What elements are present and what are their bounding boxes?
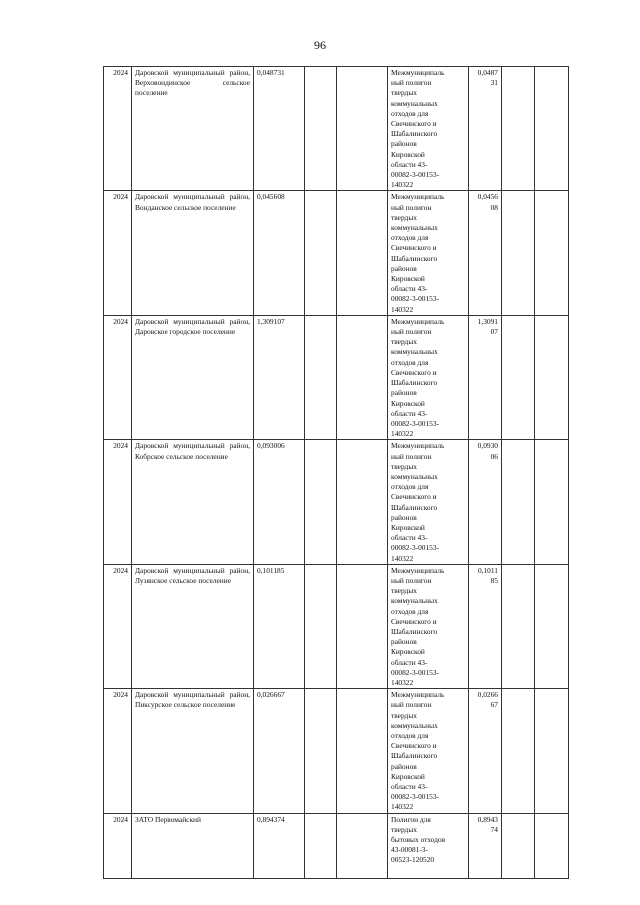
year-cell: 2024: [104, 689, 132, 813]
facility-line: Межмуниципаль: [391, 192, 445, 202]
facility-line: отходов для: [391, 731, 429, 740]
year-cell: 2024: [104, 813, 132, 878]
year-cell: 2024: [104, 440, 132, 564]
facility-line: коммунальных: [391, 471, 438, 481]
facility-line: 00082-3-00153-: [391, 170, 440, 180]
facility-line: 00082-3-00153-: [391, 294, 440, 304]
table-row: [104, 191, 569, 315]
value-cell: [469, 564, 502, 688]
year-cell: 2024: [104, 564, 132, 688]
facility-line: отходов для: [391, 606, 429, 616]
facility-line: коммунальных: [391, 347, 438, 357]
value-cell: [469, 191, 502, 315]
empty-cell: [305, 315, 337, 439]
empty-cell: [337, 67, 388, 191]
facility-line: области 43-: [391, 657, 428, 667]
facility-line: твердых: [391, 212, 417, 222]
facility-line: твердых: [391, 824, 417, 834]
empty-cell: [535, 564, 569, 688]
facility-line: ный полигон: [391, 202, 432, 212]
empty-cell: [535, 689, 569, 813]
facility-line: 00082-3-00153-: [391, 543, 440, 553]
facility-line: Шабалинского: [391, 253, 438, 263]
facility-line: области 43-: [391, 533, 428, 543]
value-line: 85: [490, 575, 498, 585]
facility-line: области 43-: [391, 782, 428, 792]
empty-cell: [502, 67, 535, 191]
facility-line: Свечинского и: [391, 741, 437, 751]
facility-line: Шабалинского: [391, 129, 438, 139]
empty-cell: [502, 564, 535, 688]
facility-line: Свечинского и: [391, 492, 437, 502]
facility-line: Межмуниципаль: [391, 441, 445, 451]
facility-line: 00082-3-00153-: [391, 792, 440, 802]
value-cell: [469, 689, 502, 813]
facility-line: 00082-3-00153-: [391, 418, 440, 428]
municipality-cell: Даровской муниципальный район, Лузянское сельское поселение: [132, 564, 254, 688]
empty-cell: [502, 440, 535, 564]
table-row: [104, 564, 569, 688]
value-line: 0,0487: [477, 68, 498, 77]
facility-line: области 43-: [391, 159, 428, 169]
facility-line: Кировской: [391, 149, 425, 159]
empty-cell: [337, 315, 388, 439]
facility-line: 140322: [391, 429, 414, 439]
municipality-cell: Даровской муниципальный район, Верховондинское сельское поселение: [132, 67, 254, 191]
value-cell: [469, 440, 502, 564]
value-line: 0,0456: [477, 192, 498, 202]
facility-line: Шабалинского: [391, 378, 438, 388]
facility-line: коммунальных: [391, 720, 438, 730]
empty-cell: [535, 315, 569, 439]
amount-cell: 0,045608: [254, 191, 305, 315]
value-line: 74: [490, 824, 498, 834]
value-line: 31: [490, 78, 498, 88]
facility-line: Межмуниципаль: [391, 316, 445, 326]
facility-line: коммунальных: [391, 596, 438, 606]
amount-cell: 1,309107: [254, 315, 305, 439]
amount-cell: 0,048731: [254, 67, 305, 191]
empty-cell: [337, 440, 388, 564]
facility-line: районов: [391, 388, 417, 398]
facility-line: ный полигон: [391, 327, 432, 337]
empty-cell: [305, 191, 337, 315]
value-line: 08: [490, 202, 498, 212]
facility-line: ный полигон: [391, 700, 432, 710]
facility-line: Полигон для: [391, 814, 431, 824]
facility-line: 00082-3-00153-: [391, 667, 440, 677]
table-row: [104, 813, 569, 878]
municipality-cell: Даровской муниципальный район, Вонданское сельское поселение: [132, 191, 254, 315]
facility-line: 140322: [391, 180, 414, 190]
facility-cell: [388, 315, 469, 439]
facility-line: 140322: [391, 677, 414, 687]
empty-cell: [305, 440, 337, 564]
facility-line: Кировской: [391, 647, 425, 657]
facility-line: Свечинского и: [391, 616, 437, 626]
year-cell: 2024: [104, 315, 132, 439]
page-number: 96: [314, 38, 326, 52]
facility-line: Шабалинского: [391, 626, 438, 636]
facility-line: отходов для: [391, 482, 429, 492]
facility-line: твердых: [391, 88, 417, 98]
facility-line: районов: [391, 263, 417, 273]
year-cell: 2024: [104, 67, 132, 191]
empty-cell: [305, 689, 337, 813]
value-line: 0,0930: [477, 441, 498, 451]
table-row: [104, 689, 569, 813]
amount-cell: 0,026667: [254, 689, 305, 813]
municipality-cell: Даровской муниципальный район, Пиксурское сельское поселение: [132, 689, 254, 813]
municipality-cell: Даровской муниципальный район, Даровское городское поселение: [132, 315, 254, 439]
value-line: 1,3091: [477, 316, 498, 326]
facility-line: 140322: [391, 304, 414, 314]
facility-line: районов: [391, 139, 417, 149]
empty-cell: [535, 191, 569, 315]
facility-line: Кировской: [391, 771, 425, 781]
empty-cell: [337, 564, 388, 688]
facility-line: Межмуниципаль: [391, 565, 445, 575]
value-line: 07: [490, 327, 498, 337]
empty-cell: [337, 191, 388, 315]
empty-cell: [502, 191, 535, 315]
facility-line: твердых: [391, 586, 417, 596]
facility-line: Кировской: [391, 398, 425, 408]
empty-cell: [305, 813, 337, 878]
facility-line: коммунальных: [391, 98, 438, 108]
empty-cell: [535, 67, 569, 191]
facility-line: 43-00081-3-: [391, 845, 428, 855]
empty-cell: [502, 689, 535, 813]
value-line: 0,8943: [477, 814, 498, 824]
facility-line: отходов для: [391, 357, 429, 367]
empty-cell: [337, 813, 388, 878]
year-cell: 2024: [104, 191, 132, 315]
facility-line: твердых: [391, 461, 417, 471]
facility-line: Кировской: [391, 274, 425, 284]
empty-cell: [502, 315, 535, 439]
facility-line: Свечинского и: [391, 243, 437, 253]
facility-line: коммунальных: [391, 223, 438, 233]
value-line: 0,0266: [477, 690, 498, 700]
empty-cell: [502, 813, 535, 878]
facility-line: Свечинского и: [391, 119, 437, 129]
facility-line: районов: [391, 637, 417, 647]
table-row: [104, 67, 569, 191]
facility-line: 140322: [391, 553, 414, 563]
facility-line: твердых: [391, 710, 417, 720]
facility-line: районов: [391, 761, 417, 771]
facility-line: Шабалинского: [391, 502, 438, 512]
facility-line: Шабалинского: [391, 751, 438, 761]
data-table: [103, 66, 569, 879]
facility-cell: [388, 813, 469, 878]
value-line: 67: [490, 700, 498, 710]
value-line: 06: [490, 451, 498, 461]
empty-cell: [305, 564, 337, 688]
facility-cell: [388, 67, 469, 191]
municipality-cell: ЗАТО Первомайский: [132, 813, 254, 878]
municipality-cell: Даровской муниципальный район, Кобрское сельское поселение: [132, 440, 254, 564]
facility-line: бытовых отходов: [391, 835, 446, 845]
amount-cell: 0,093006: [254, 440, 305, 564]
facility-line: 140322: [391, 802, 414, 812]
value-cell: [469, 315, 502, 439]
amount-cell: 0,101185: [254, 564, 305, 688]
facility-line: районов: [391, 512, 417, 522]
empty-cell: [337, 689, 388, 813]
facility-line: ный полигон: [391, 78, 432, 88]
facility-cell: [388, 689, 469, 813]
facility-line: области 43-: [391, 284, 428, 294]
facility-line: области 43-: [391, 408, 428, 418]
empty-cell: [535, 440, 569, 564]
facility-line: Межмуниципаль: [391, 68, 445, 77]
facility-line: твердых: [391, 337, 417, 347]
value-line: 0,1011: [477, 565, 498, 575]
facility-line: ный полигон: [391, 451, 432, 461]
facility-line: ный полигон: [391, 575, 432, 585]
amount-cell: 0,894374: [254, 813, 305, 878]
value-cell: [469, 67, 502, 191]
empty-cell: [535, 813, 569, 878]
facility-line: отходов для: [391, 233, 429, 243]
value-cell: [469, 813, 502, 878]
facility-cell: [388, 191, 469, 315]
empty-cell: [305, 67, 337, 191]
facility-line: Свечинского и: [391, 367, 437, 377]
facility-line: отходов для: [391, 108, 429, 118]
facility-line: Межмуниципаль: [391, 690, 445, 700]
facility-line: 00523-120520: [391, 855, 435, 865]
table-row: [104, 440, 569, 564]
facility-cell: [388, 564, 469, 688]
facility-cell: [388, 440, 469, 564]
facility-line: Кировской: [391, 522, 425, 532]
table-row: [104, 315, 569, 439]
